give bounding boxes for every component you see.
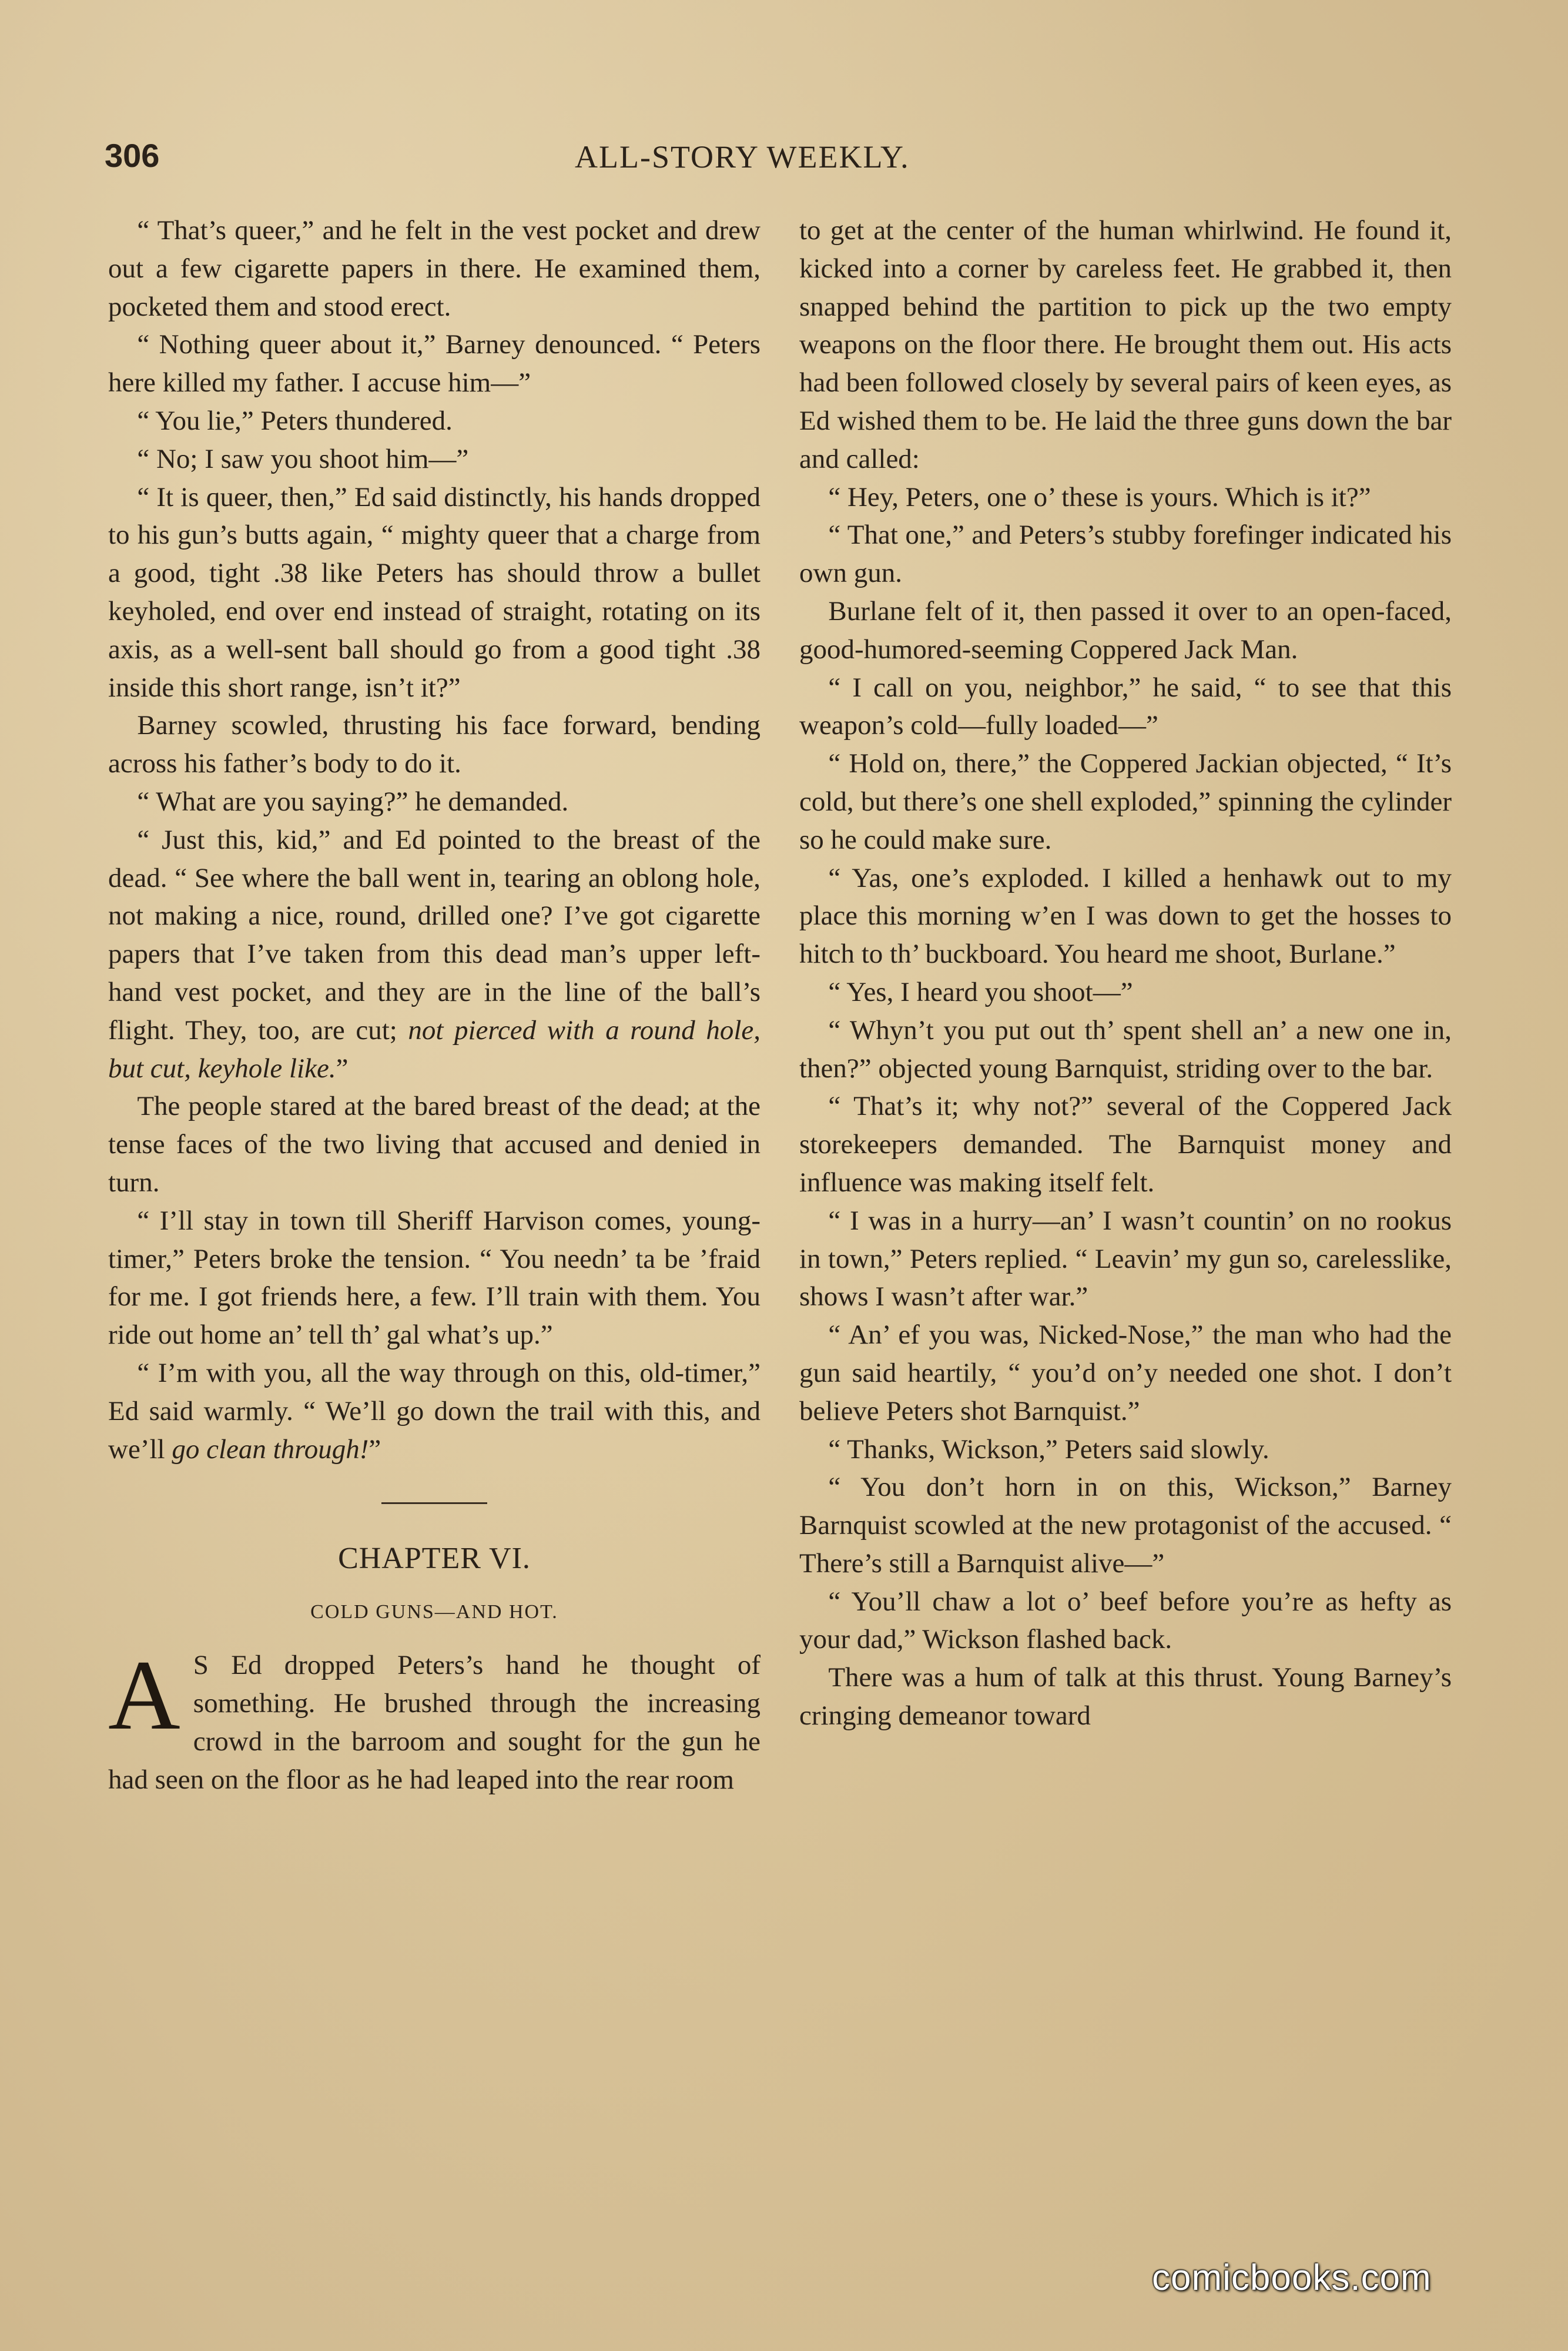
chapter-subtitle: COLD GUNS—AND HOT. bbox=[310, 1601, 558, 1623]
paragraph: “ You don’t horn in on this, Wickson,” Barney Barnquist scowled at the new protagonist of the accused. “ There’s still a Barnquist alive—” bbox=[799, 1472, 1452, 1579]
paragraph: “ Nothing queer about it,” Barney denounced. “ Peters here killed my father. I accuse him—” bbox=[108, 329, 760, 398]
paragraph: “ That one,” and Peters’s stubby forefinger indicated his own gun. bbox=[799, 520, 1452, 589]
paragraph: “ An’ ef you was, Nicked-Nose,” the man who had the gun said heartily, “ you’d on’y needed one shot. I don’t believe Peters shot Barnquist.” bbox=[799, 1319, 1452, 1426]
running-head: ALL-STORY WEEKLY. bbox=[575, 139, 910, 175]
paragraph: “ No; I saw you shoot him—” bbox=[137, 443, 469, 474]
paragraph: The people stared at the bared breast of the dead; at the tense faces of the two living that accused and denied in turn. bbox=[108, 1091, 760, 1198]
paragraph: Burlane felt of it, then passed it over to an open-faced, good-humored-seeming Coppered Jack Man. bbox=[799, 595, 1452, 665]
chapter-opening-paragraph bbox=[108, 1640, 760, 1799]
closing-quote: ” bbox=[368, 1434, 381, 1465]
right-column bbox=[799, 212, 1452, 1735]
closing-quote: ” bbox=[336, 1053, 349, 1084]
paragraph: “ You lie,” Peters thundered. bbox=[137, 405, 453, 436]
site-watermark: comicbooks.com bbox=[1152, 2258, 1432, 2298]
left-column bbox=[108, 212, 760, 1799]
paragraph bbox=[108, 1354, 760, 1468]
drop-cap: A bbox=[108, 1640, 180, 1751]
paragraph: “ Whyn’t you put out th’ spent shell an’ a new one in, then?” objected young Barnquist, striding over to the bar. bbox=[799, 1014, 1452, 1084]
paragraph: “ I call on you, neighbor,” he said, “ to see that this weapon’s cold—fully loaded—” bbox=[799, 672, 1452, 741]
paragraph: “ It is queer, then,” Ed said distinctly, his hands dropped to his gun’s butts again, “ mighty queer that a charge from a good, tight .38 like Peters has should throw a bullet keyholed, end over end instead of straight, rotating on its axis, as a well-sent ball should go from a good tight .38 inside this short range, isn’t it?” bbox=[108, 481, 760, 703]
paragraph: “ Yes, I heard you shoot—” bbox=[828, 976, 1133, 1007]
paragraph: “ Yas, one’s exploded. I killed a henhawk out to my place this morning w’en I was down to get the hosses to hitch to th’ buckboard. You heard me shoot, Burlane.” bbox=[799, 862, 1452, 970]
chapter-title: CHAPTER VI. bbox=[338, 1542, 531, 1576]
paragraph-text: S Ed dropped Peters’s hand he thought of something. He brushed through the increasing crowd in the barroom and sought for the gun he had seen on the floor as he had leaped into the rear room bbox=[108, 1650, 760, 1795]
paragraph: “ That’s queer,” and he felt in the vest pocket and drew out a few cigarette papers in there. He examined them, pocketed them and stood erect. bbox=[108, 215, 760, 322]
paragraph-continuation: to get at the center of the human whirlwind. He found it, kicked into a corner by careless feet. He grabbed it, then snapped behind the partition to pick up the two empty weapons on the floor there. He brought them out. His acts had been followed closely by several pairs of keen eyes, as Ed wished them to be. He laid the three guns down the bar and called: bbox=[799, 215, 1452, 474]
paragraph: “ I’ll stay in town till Sheriff Harvison comes, young-timer,” Peters broke the tension. “ You needn’ ta be ’fraid for me. I got friends here, a few. I’ll train with them. You ride out home an’ tell th’ gal what’s up.” bbox=[108, 1205, 760, 1351]
paragraph: “ What are you saying?” he demanded. bbox=[137, 786, 569, 817]
paragraph-text: “ I’m with you, all the way through on this, old-timer,” Ed said warmly. “ We’ll go down the trail with this, and we’ll bbox=[108, 1357, 760, 1465]
paragraph-text: “ Just this, kid,” and Ed pointed to the breast of the dead. “ See where the ball went in, tearing an oblong hole, not making a nice, round, drilled one? I’ve got cigarette papers that I’ve taken from this dead man’s upper left-hand vest pocket, and they are in the line of the ball’s flight. They, too, are cut; bbox=[108, 824, 760, 1046]
paragraph: Barney scowled, thrusting his face forward, bending across his father’s body to do it. bbox=[108, 710, 760, 779]
paragraph: “ You’ll chaw a lot o’ beef before you’re as hefty as your dad,” Wickson flashed back. bbox=[799, 1586, 1452, 1655]
paragraph bbox=[108, 821, 760, 1088]
page-header bbox=[105, 136, 1456, 189]
italic-phrase: go clean through! bbox=[172, 1434, 369, 1465]
paragraph: “ Hey, Peters, one o’ these is yours. Which is it?” bbox=[828, 481, 1371, 513]
paragraph: “ I was in a hurry—an’ I wasn’t countin’ on no rookus in town,” Peters replied. “ Leavin’ my gun so, carelesslike, shows I wasn’t after war.” bbox=[799, 1205, 1452, 1312]
paragraph: “ That’s it; why not?” several of the Coppered Jack storekeepers demanded. The Barnquist money and influence was making itself felt. bbox=[799, 1091, 1452, 1198]
section-divider bbox=[381, 1502, 487, 1504]
paragraph: “ Thanks, Wickson,” Peters said slowly. bbox=[828, 1434, 1269, 1465]
paragraph: “ Hold on, there,” the Coppered Jackian objected, “ It’s cold, but there’s one shell exploded,” spinning the cylinder so he could make sure. bbox=[799, 748, 1452, 855]
italic-phrase: not pierced with a round hole, but cut, keyhole like. bbox=[108, 1014, 761, 1084]
paragraph: There was a hum of talk at this thrust. Young Barney’s cringing demeanor toward bbox=[799, 1662, 1452, 1732]
page-number: 306 bbox=[105, 137, 160, 174]
